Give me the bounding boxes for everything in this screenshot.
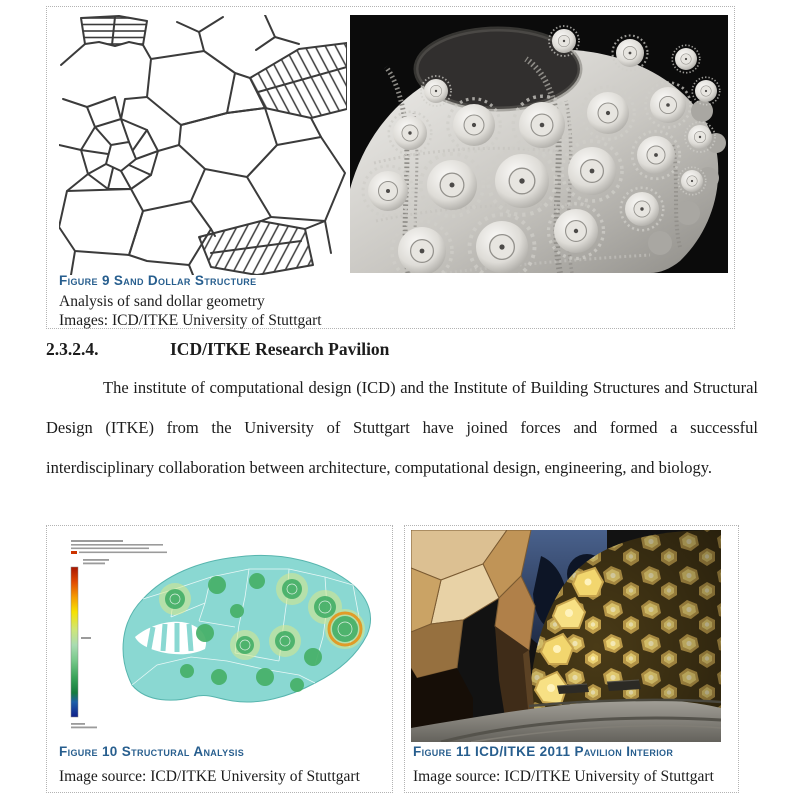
structural-analysis-image [57,533,381,733]
figure11-caption: Figure 11 ICD/ITKE 2011 Pavilion Interior [413,744,674,759]
figure9-credit: Images: ICD/ITKE University of Stuttgart [59,311,322,329]
figure9-caption: Figure 9 Sand Dollar Structure [59,273,257,288]
figure11-box [404,525,739,793]
section-number: 2.3.2.4. [46,339,99,359]
figure10-box [46,525,393,793]
pavilion-interior-svg [411,530,721,742]
figure10-caption: Figure 10 Structural Analysis [59,744,245,759]
structural-analysis-svg [57,533,381,733]
figure10-credit: Image source: ICD/ITKE University of Stuttgart [59,768,360,785]
sand-dollar-drawing-image [59,15,347,275]
figure10-caption-block [59,744,360,787]
figure9-description: Analysis of sand dollar geometry [59,293,265,310]
sea-urchin-photo-image [350,15,728,273]
section-heading [46,339,758,360]
sea-urchin-photo-svg [350,15,728,273]
section-title: ICD/ITKE Research Pavilion [170,339,390,359]
body-paragraph: The institute of computational design (ICD) and the Institute of Building Structures and Structural Design (ITKE) from the University of Stuttgart have joined forces and formed a successful interdisciplinary collaboration between architecture, computational design, engineering, and biology. [46,378,758,477]
pavilion-interior-image [411,530,721,742]
figure11-credit: Image source: ICD/ITKE University of Stuttgart [413,768,714,785]
figure11-caption-block [413,744,714,787]
figure9-box [46,6,735,329]
sand-dollar-drawing-svg [59,15,347,275]
figure9-caption-block [59,273,322,330]
